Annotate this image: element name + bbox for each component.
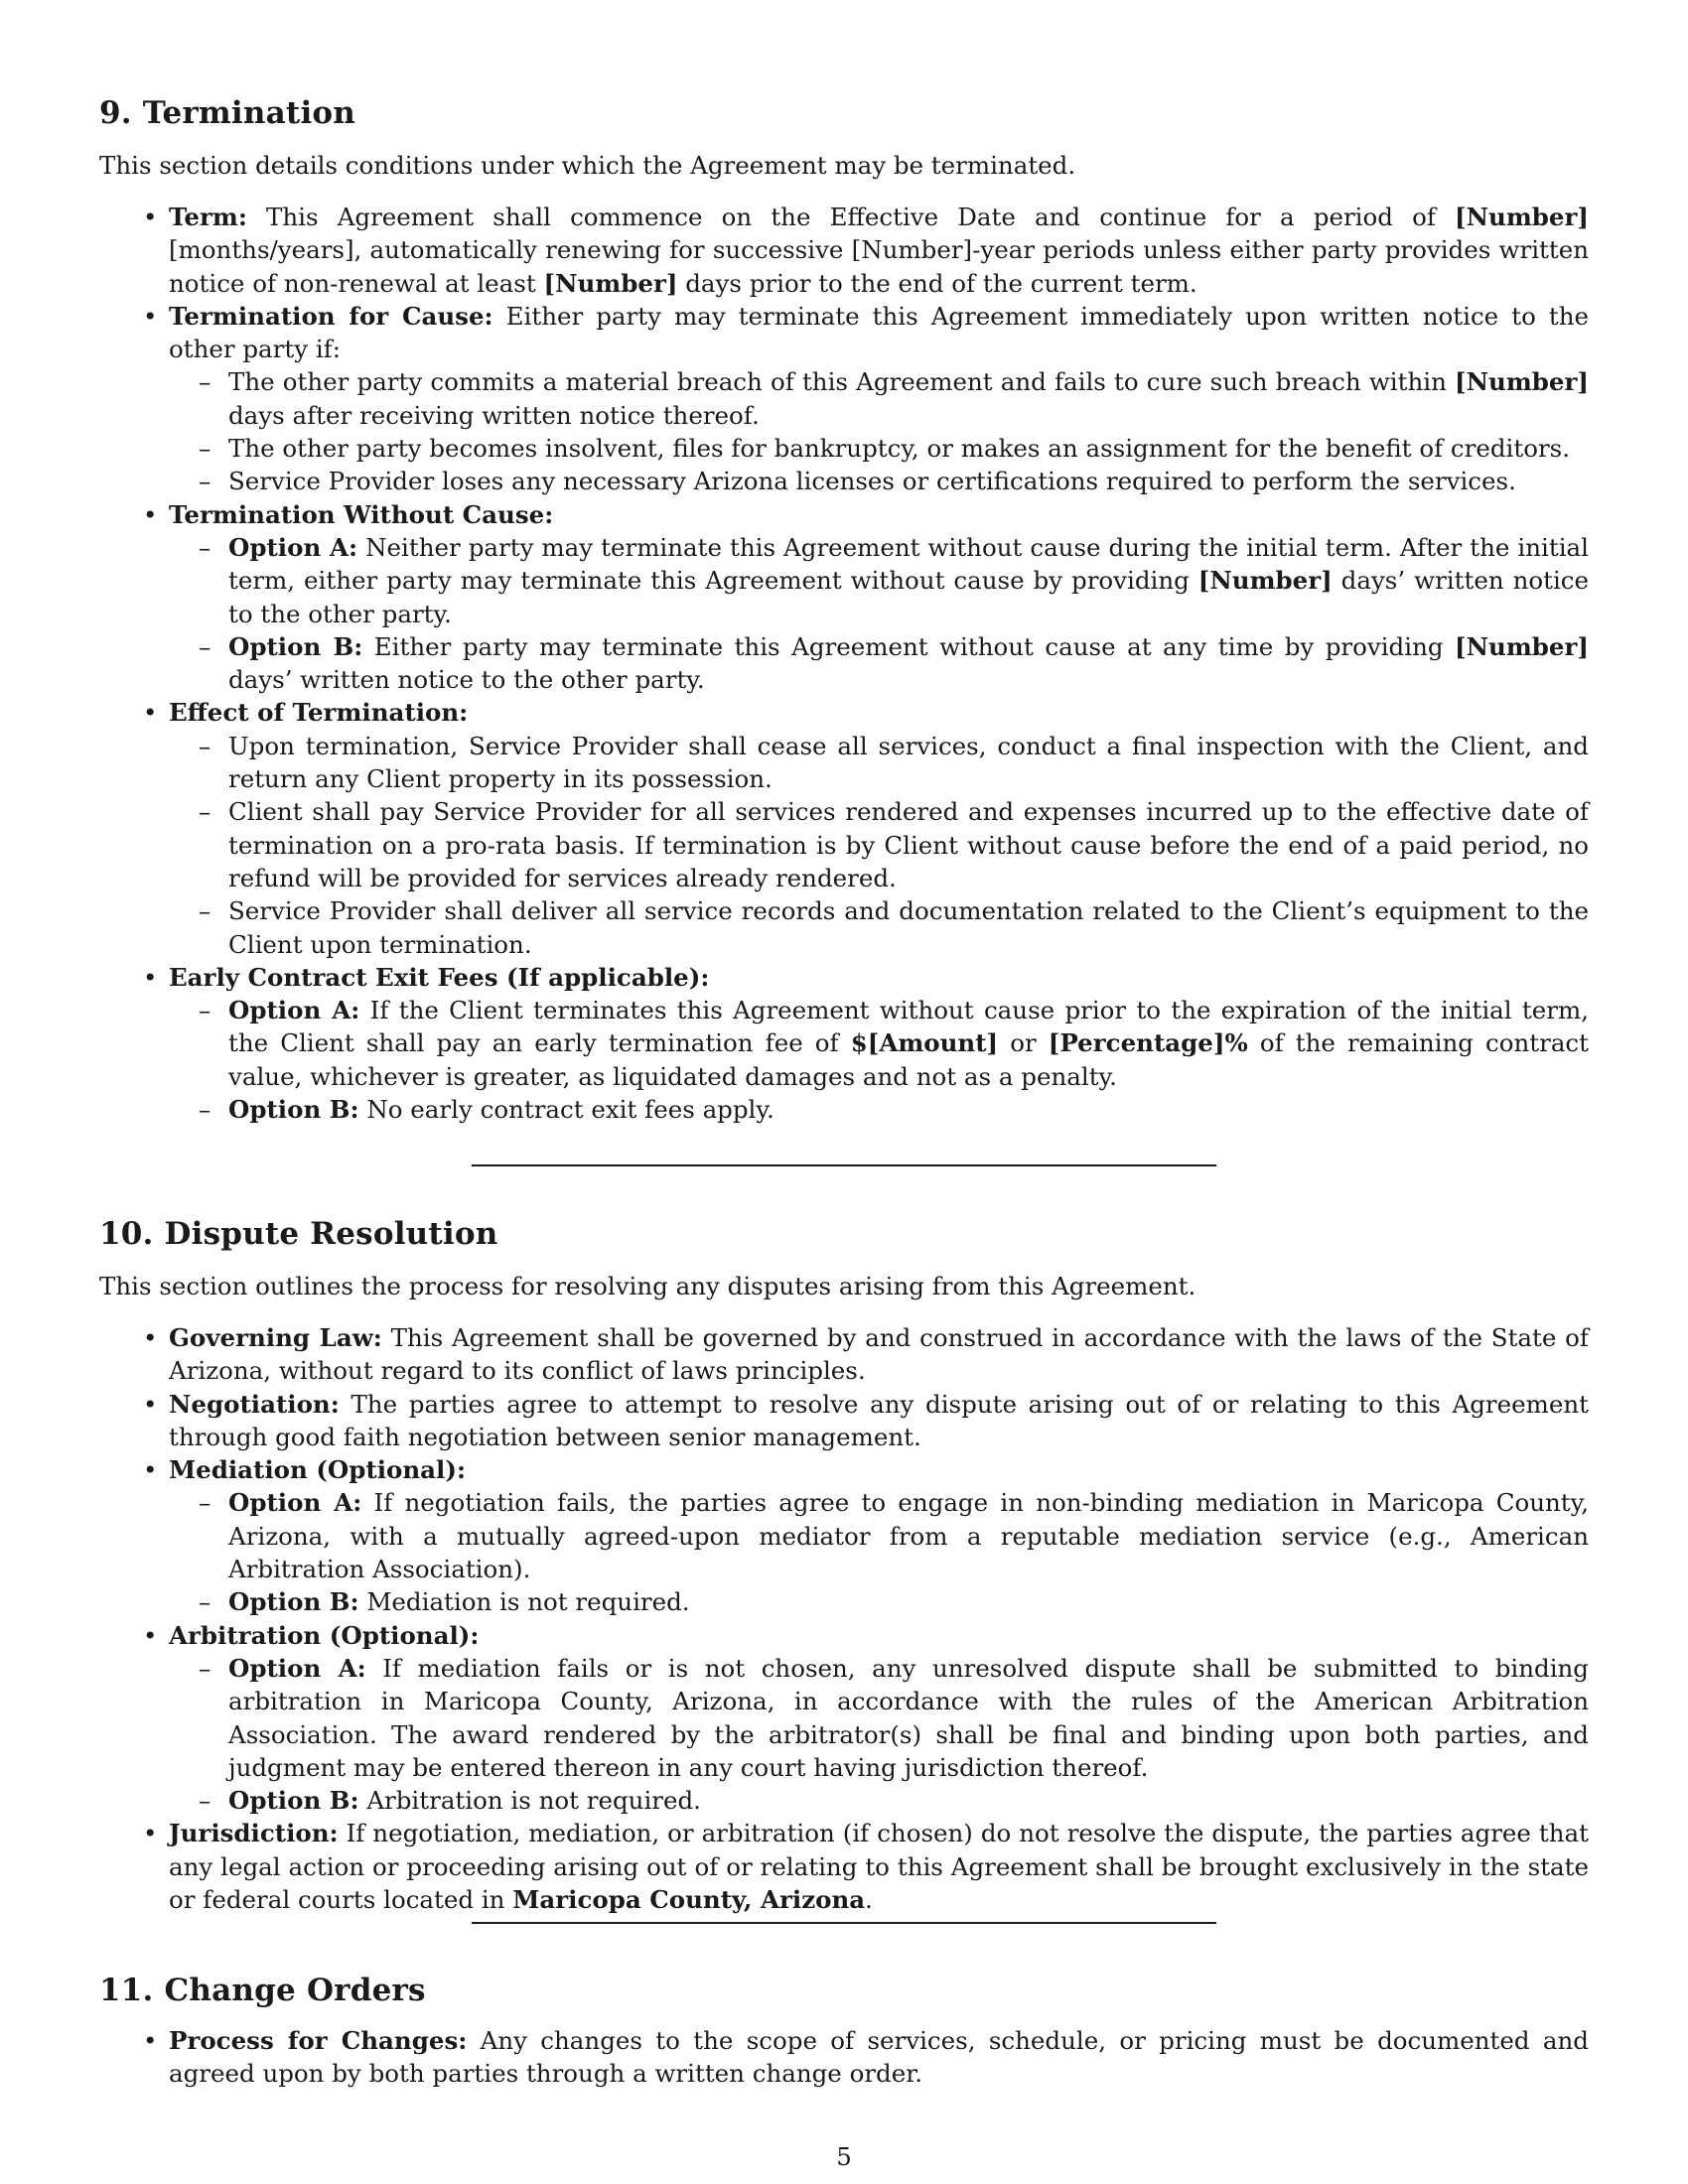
exit-option-a-text-2: or [998,1028,1049,1058]
arbitration-label: Arbitration (Optional): [169,1620,480,1650]
option-a-number: [Number] [1197,566,1333,596]
arbitration-option-b-label: Option B: [228,1786,359,1816]
term-text-1: This Agreement shall commence on the Effective Date and continue for a period of [246,203,1456,231]
mediation-option-b [228,1585,1589,1618]
section-9-intro: This section details conditions under which the Agreement may be terminated. [99,151,1076,180]
section-9-title: 9. Termination [99,95,356,131]
section-9-list [169,201,1589,1126]
cause-sub-1-number: [Number] [1455,367,1589,397]
section-divider-2 [472,1922,1216,1924]
section-10-list [169,1321,1589,1916]
term-number-1: [Number] [1455,203,1589,231]
early-exit-fees-item [169,961,1589,1126]
arbitration-sublist [169,1652,1589,1817]
effect-sub-3: – Service Provider shall deliver all service records and documentation related to the Client’s equipment to the Client upon termination. [228,894,1589,961]
exit-option-b-text: No early contract exit fees apply. [358,1095,774,1125]
negotiation-text: The parties agree to attempt to resolve any dispute arising out of or relating to this Agreement through good faith negotiation between senior management. [169,1389,1589,1451]
option-b-text-2: days’ written notice to the other party. [228,665,705,695]
mediation-option-a-label: Option A: [228,1488,362,1518]
process-for-changes-item [169,2024,1589,2091]
exit-option-a-text-3: of the remaining contract value, whichever is greater, as liquidated damages and not as a penalty. [228,1028,1589,1091]
arbitration-option-a [228,1652,1589,1784]
exit-option-a-label: Option A: [228,996,360,1025]
mediation-label: Mediation (Optional): [169,1455,466,1485]
governing-law-item [169,1321,1589,1388]
exit-option-b-label: Option B: [228,1095,359,1125]
without-cause-label: Termination Without Cause: [169,499,554,529]
option-b-number: [Number] [1455,631,1589,661]
jurisdiction-end: . [865,1885,873,1915]
effect-of-termination-item [169,696,1589,960]
section-11-title: 11. Change Orders [99,1973,426,2008]
jurisdiction-text: If negotiation, mediation, or arbitration (if chosen) do not resolve the dispute, the parties agree that any legal action or proceeding arising out of or relating to this Agreement shall be brought exclusively in the state or federal courts located in [169,1819,1589,1915]
without-cause-option-a [228,531,1589,630]
cause-text: Either party may terminate this Agreement immediately upon written notice to the other party if: [169,301,1589,364]
negotiation-label: Negotiation: [169,1389,340,1419]
process-text: Any changes to the scope of services, schedule, or pricing must be documented and agreed upon by both parties through a written change order. [169,2026,1589,2089]
cause-label: Termination for Cause: [169,301,493,331]
term-number-2: [Number] [543,268,678,298]
exit-fees-option-a [228,994,1589,1093]
option-a-text-2: days’ written notice to the other party. [228,566,1589,628]
effect-sub-2: – Client shall pay Service Provider for all services rendered and expenses incurred up to the effective date of termination on a pro-rata basis. If termination is by Client without cause before the end of a paid period, no refund will be provided for services already rendered. [228,795,1589,894]
cause-sublist [169,365,1589,497]
section-10-title: 10. Dispute Resolution [99,1216,498,1252]
arbitration-option-b [228,1784,1589,1817]
jurisdiction-venue: Maricopa County, Arizona [512,1885,866,1915]
arbitration-option-b-text: Arbitration is not required. [358,1786,701,1816]
term-label: Term: [169,203,247,231]
mediation-option-b-text: Mediation is not required. [358,1587,690,1617]
arbitration-option-a-text: If mediation fails or is not chosen, any unresolved dispute shall be submitted to binding arbitration in Maricopa County, Arizona, in accordance with the rules of the American Arbitration Association. The award rendered by the arbitrator(s) shall be final and binding upon both parties, and judgment may be entered thereon in any court having jurisdiction thereof. [228,1653,1589,1782]
without-cause-sublist [169,531,1589,696]
cause-sub-3: – Service Provider loses any necessary Arizona licenses or certifications required to perform the services. [228,465,1589,497]
section-divider-1 [472,1164,1216,1166]
jurisdiction-item [169,1817,1589,1916]
term-item [169,201,1589,300]
section-10-intro: This section outlines the process for resolving any disputes arising from this Agreement. [99,1272,1196,1300]
governing-law-label: Governing Law: [169,1323,382,1352]
without-cause-option-b [228,630,1589,697]
page-number: 5 [836,2142,852,2171]
exit-fees-option-b [228,1093,1589,1126]
option-a-label: Option A: [228,532,358,562]
option-a-text-1: Neither party may terminate this Agreement without cause during the initial term. After the initial term, either party may terminate this Agreement without cause by providing [228,532,1590,596]
mediation-option-a-text: If negotiation fails, the parties agree to engage in non-binding mediation in Maricopa County, Arizona, with a mutually agreed-upon mediator from a reputable mediation service (e.g., American Arbitration Association). [228,1488,1589,1584]
cause-sub-1-text-a: The other party commits a material breach of this Agreement and fails to cure such breach within [228,367,1456,397]
jurisdiction-label: Jurisdiction: [169,1819,339,1848]
term-text-3: days prior to the end of the current term. [677,268,1197,298]
exit-option-a-text-1: If the Client terminates this Agreement without cause prior to the expiration of the initial term, the Client shall pay an early termination fee of [228,996,1589,1058]
exit-percentage: [Percentage]% [1048,1028,1248,1058]
arbitration-item [169,1619,1589,1818]
termination-for-cause-item [169,300,1589,498]
exit-amount: $[Amount] [850,1028,999,1058]
option-b-label: Option B: [228,631,363,661]
negotiation-item [169,1388,1589,1454]
arbitration-option-a-label: Option A: [228,1653,366,1683]
mediation-option-b-label: Option B: [228,1587,359,1617]
mediation-option-a [228,1486,1589,1585]
cause-sub-1-text-c: days after receiving written notice thereof. [228,400,760,430]
cause-sub-1 [228,365,1589,432]
termination-without-cause-item [169,498,1589,697]
mediation-sublist [169,1486,1589,1618]
section-11-list [169,2024,1589,2091]
effect-label: Effect of Termination: [169,698,469,728]
governing-law-text: This Agreement shall be governed by and construed in accordance with the laws of the State of Arizona, without regard to its conflict of laws principles. [169,1323,1589,1386]
exit-fees-label: Early Contract Exit Fees (If applicable): [169,962,710,992]
process-label: Process for Changes: [169,2026,468,2055]
term-text-2: [months/years], automatically renewing for successive [Number]-year periods unless either party provides written notice of non-renewal at least [169,235,1589,298]
option-b-text-1: Either party may terminate this Agreement without cause at any time by providing [362,631,1456,661]
exit-fees-sublist [169,994,1589,1126]
cause-sub-2: – The other party becomes insolvent, files for bankruptcy, or makes an assignment for the benefit of creditors. [228,432,1589,465]
effect-sub-1: – Upon termination, Service Provider shall cease all services, conduct a final inspection with the Client, and return any Client property in its possession. [228,730,1589,796]
mediation-item [169,1453,1589,1618]
effect-sublist [169,730,1589,961]
